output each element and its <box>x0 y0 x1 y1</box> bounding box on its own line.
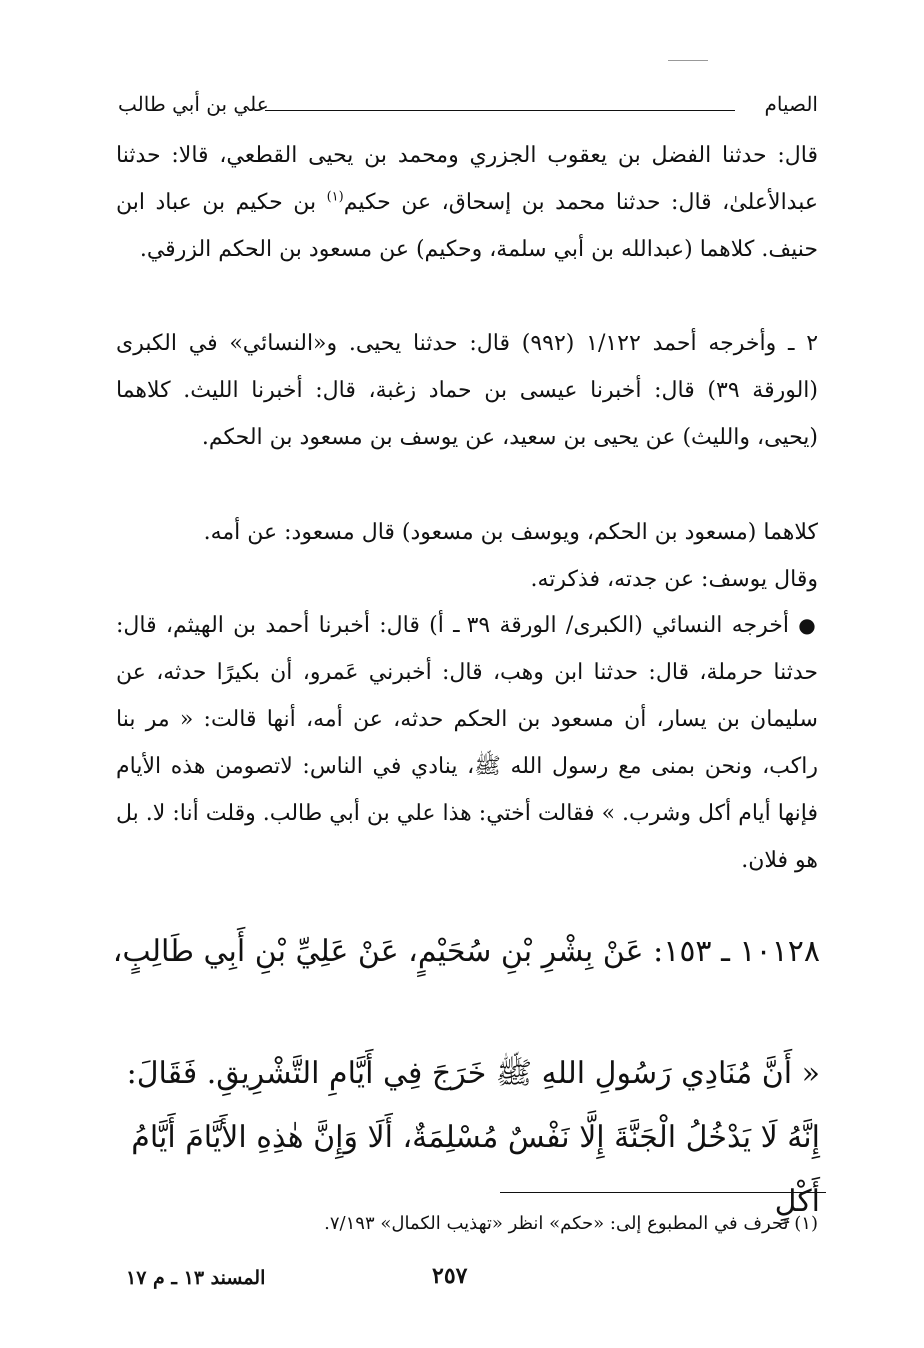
bullet-icon: ● <box>798 613 818 637</box>
paragraph-3 <box>116 509 818 603</box>
footnote-rule <box>500 1192 826 1193</box>
running-header-chapter: علي بن أبي طالب <box>118 92 269 116</box>
hadith-text: « أَنَّ مُنَادِي رَسُولِ اللهِ ﷺ خَرَجَ فِي أَيَّامِ التَّشْرِيقِ. فَقَالَ: إِنَّهُ لَا يَدْخُلُ الْجَنَّةَ إِلَّا نَفْسٌ مُسْلِمَةٌ، أَلَا وَإِنَّ هٰذِهِ الأَيَّامَ أَيَّامُ أَكْلٍ <box>126 1056 820 1219</box>
running-header-section: الصيام <box>764 92 818 116</box>
footnote-1: (١) تحرف في المطبوع إلى: «حكم» انظر «تهذيب الكمال» ٧/١٩٣. <box>324 1213 818 1234</box>
hadith-heading: ١٠١٢٨ ـ ١٥٣: عَنْ بِشْرِ بْنِ سُحَيْمٍ، عَنْ عَلِيِّ بْنِ أَبِي طَالِبٍ، <box>112 934 820 969</box>
paragraph-4-text: أخرجه النسائي (الكبرى/ الورقة ٣٩ ـ أ) قال: أخبرنا أحمد بن الهيثم، قال: حدثنا حرملة، قال: حدثنا ابن وهب، قال: أخبرني عَمرو، أن بكيرًا حدثه، عن سليمان بن يسار، أن مسعود بن الحكم حدثه، عن أمه، أنها قالت: « مر بنا راكب، ونحن بمنى مع رسول الله ﷺ، ينادي في الناس: لاتصومن هذه الأيام فإنها أيام أكل وشرب. » فقالت أختي: هذا علي بن أبي طالب. وقلت أنا: لا. بل هو فلان. <box>116 613 818 873</box>
paragraph-3-line-2: وقال يوسف: عن جدته، فذكرته. <box>530 567 818 592</box>
paragraph-4 <box>116 602 818 884</box>
top-rule-mark <box>668 60 708 61</box>
paragraph-1-text: قال: حدثنا الفضل بن يعقوب الجزري ومحمد بن يحيى القطعي، قالا: حدثنا عبدالأعلىٰ، قال: حدثنا محمد بن إسحاق، عن حكيم <box>116 143 818 215</box>
paragraph-3-line-1: كلاهما (مسعود بن الحكم، ويوسف بن مسعود) قال مسعود: عن أمه. <box>203 520 818 545</box>
volume-reference: المسند ١٣ ـ م ١٧ <box>126 1267 266 1289</box>
footnote-marker[interactable]: (١) <box>326 189 344 205</box>
paragraph-2: ٢ ـ وأخرجه أحمد ١/١٢٢ (٩٩٢) قال: حدثنا يحيى. و«النسائي» في الكبرى (الورقة ٣٩) قال: أخبرنا عيسى بن حماد زغبة، قال: أخبرنا الليث. كلاهما (يحيى، والليث) عن يحيى بن سعيد، عن يوسف بن مسعود بن الحكم. <box>116 331 819 450</box>
paragraph-1-continuation: بن حكيم بن عباد ابن حنيف. كلاهما (عبدالله بن أبي سلمة، وحكيم) عن مسعود بن الحكم الزرقي. <box>116 190 818 262</box>
page-number: ٢٥٧ <box>432 1263 468 1289</box>
paragraph-1 <box>116 132 818 273</box>
header-rule <box>265 110 735 111</box>
